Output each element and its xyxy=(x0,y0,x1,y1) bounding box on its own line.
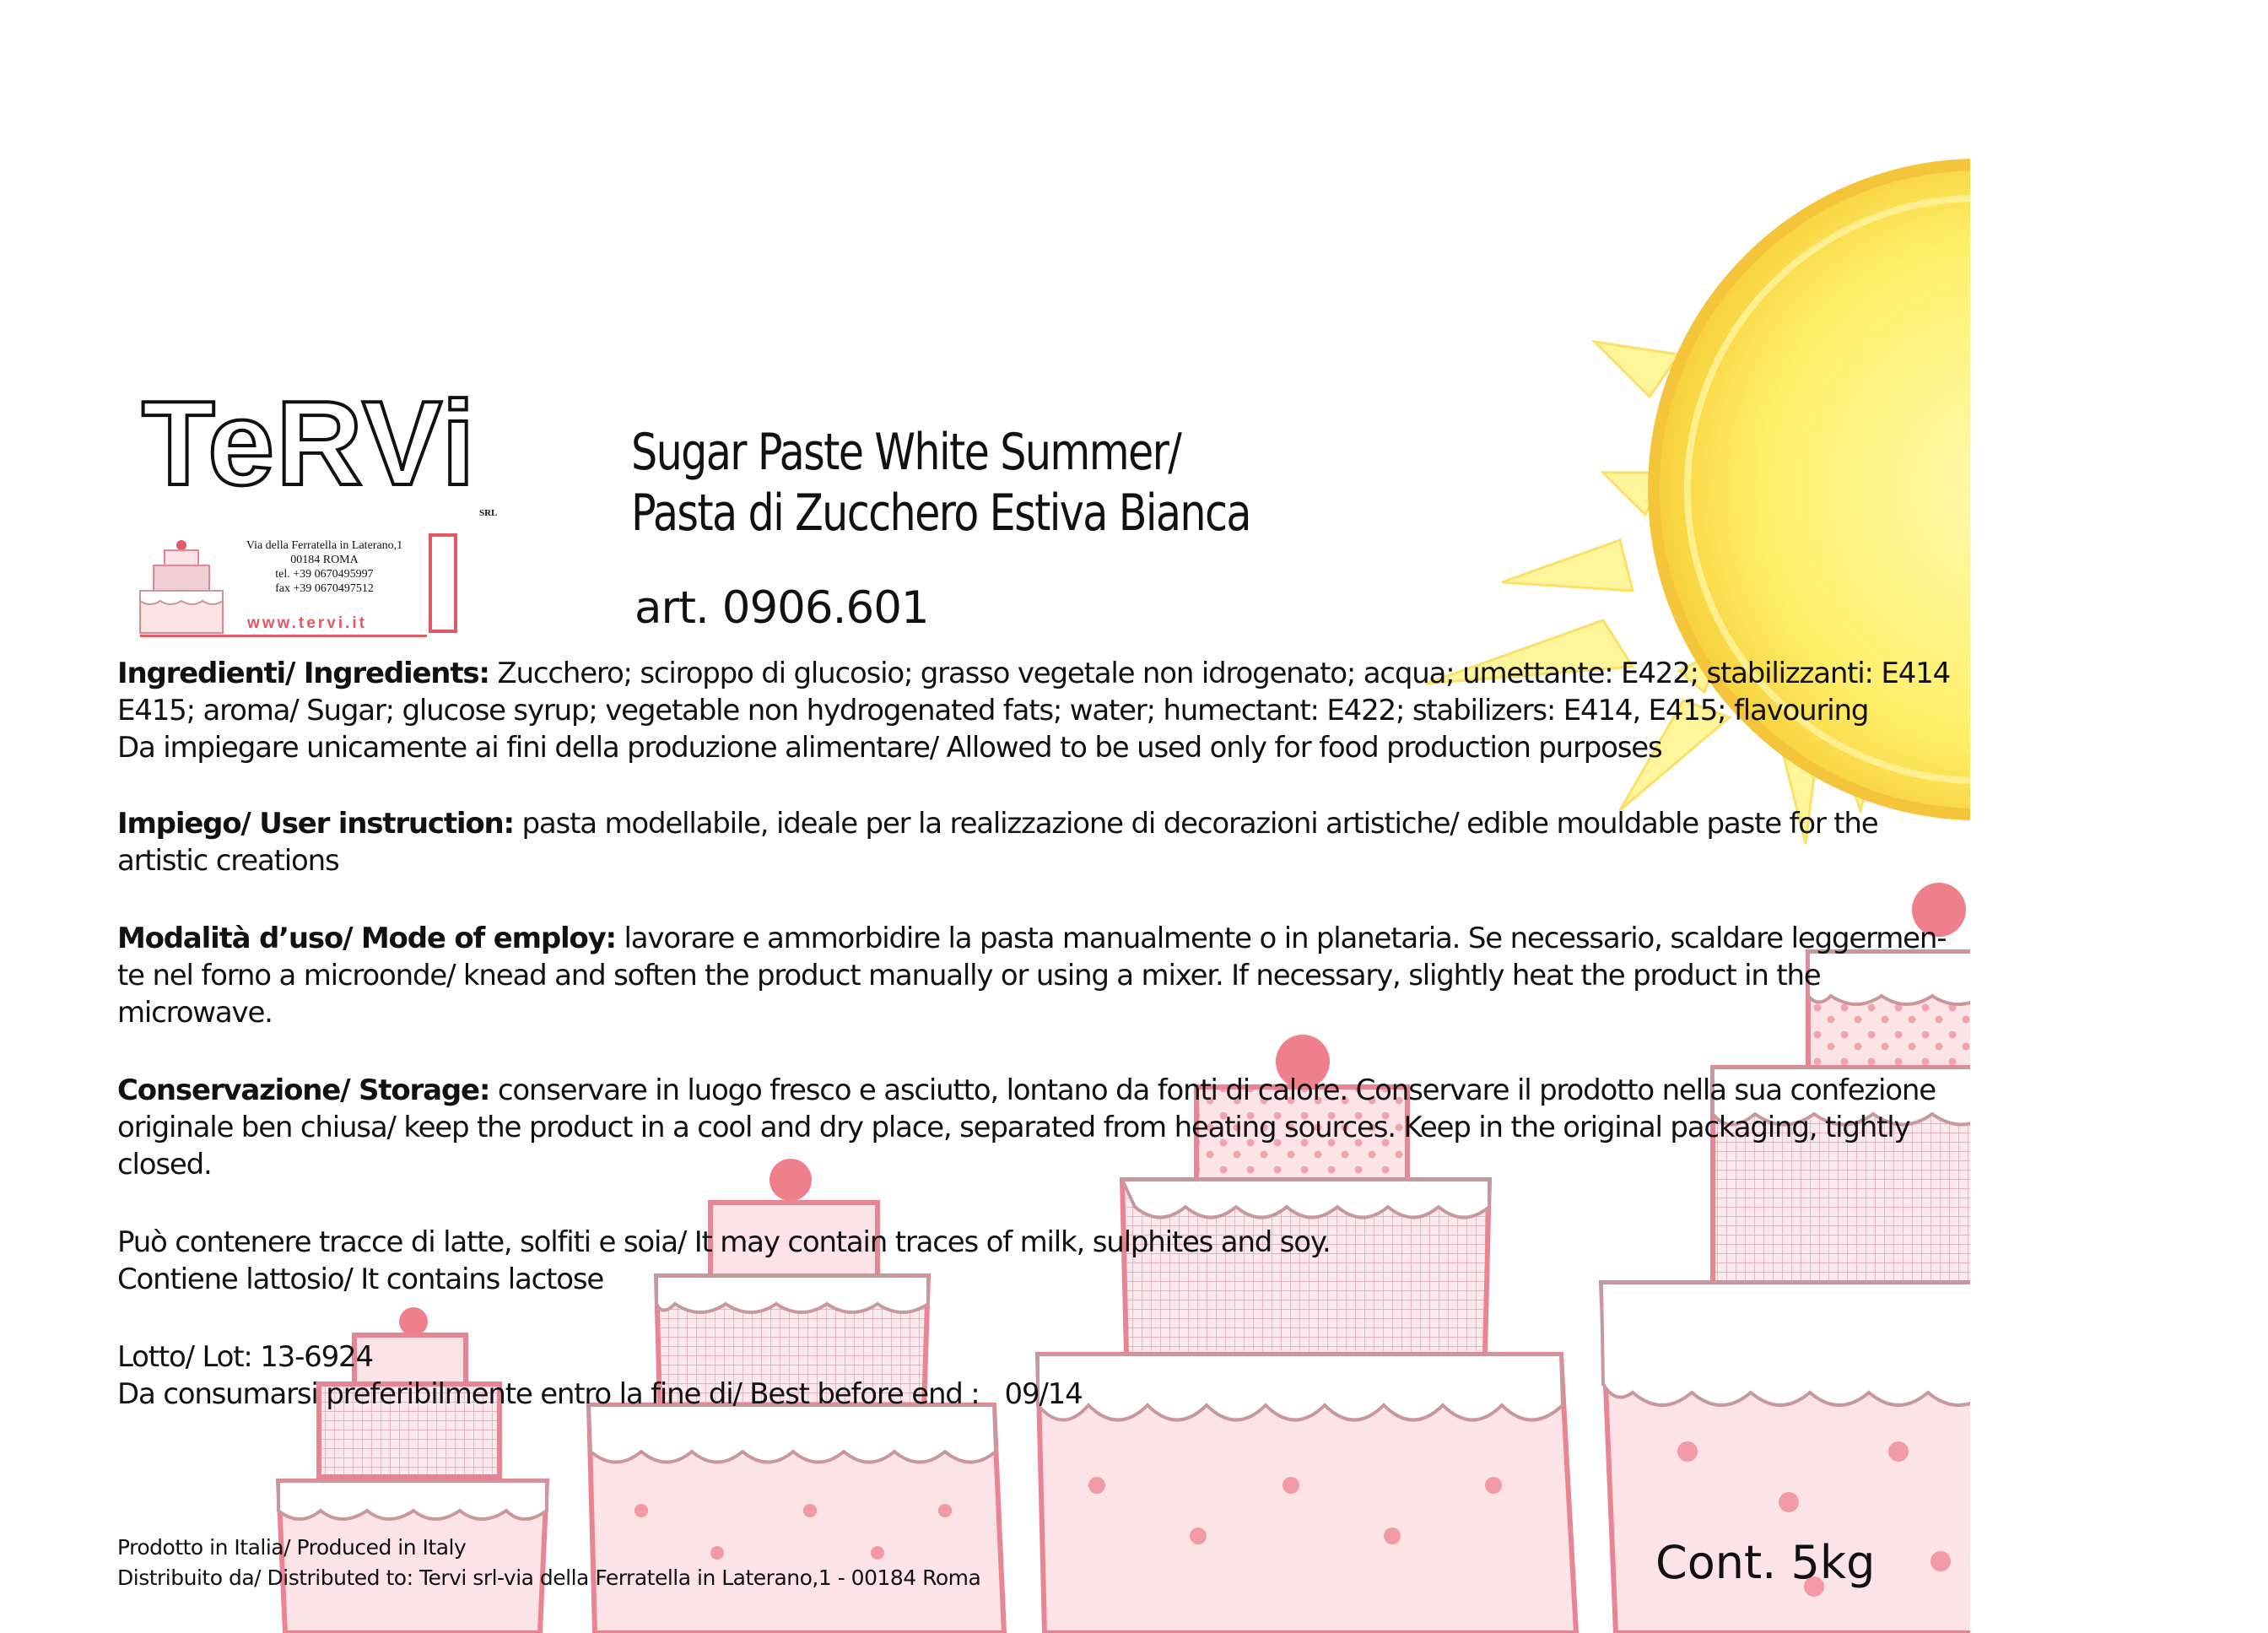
storage-line-2: originale ben chiusa/ keep the product in a cool and dry place, separated from heating sources. Keep in the original packaging, tightly xyxy=(117,1111,1910,1144)
ingredients-line-2: E415; aroma/ Sugar; glucose syrup; vegetable non hydrogenated fats; water; humectant: E422; stabilizers: E414, E415; flavouring xyxy=(117,694,1869,727)
storage-line-1: Conservazione/ Storage: conservare in luogo fresco e asciutto, lontano da fonti di calore. Conservare il prodotto nella sua confezione xyxy=(117,1073,1936,1107)
storage-line-3: closed. xyxy=(117,1148,212,1181)
article-number: art. 0906.601 xyxy=(634,582,929,634)
product-title: Sugar Paste White Summer/ Pasta di Zucchero Estiva Bianca xyxy=(631,423,1250,543)
usage-line-2: artistic creations xyxy=(117,844,339,878)
brand-bar xyxy=(429,533,457,633)
brand-wordmark: TeRVi xyxy=(142,376,477,511)
mode-line-1: Modalità d’uso/ Mode of employ: lavorare e ammorbidire la pasta manualmente o in planetaria. Se necessario, scaldare leggermen- xyxy=(117,922,1947,955)
brand-suffix: SRL xyxy=(479,508,498,518)
distributor-text: Distribuito da/ Distributed to: Tervi srl-via della Ferratella in Laterano,1 - 00184 Roma xyxy=(117,1565,981,1590)
lot-number: Lotto/ Lot: 13-6924 xyxy=(117,1340,373,1374)
ingredients-line-3: Da impiegare unicamente ai fini della produzione alimentare/ Allowed to be used only for food production purposes xyxy=(117,731,1662,765)
company-website: www.tervi.it xyxy=(247,614,367,632)
net-content: Cont. 5kg xyxy=(1655,1536,1876,1589)
company-address: Via della Ferratella in Laterano,1 00184 ROMA tel. +39 0670495997 fax +39 0670497512 xyxy=(246,539,403,595)
usage-line-1: Impiego/ User instruction: pasta modellabile, ideale per la realizzazione di decorazioni artistiche/ edible mouldable paste for the xyxy=(117,807,1878,841)
best-before: Da consumarsi preferibilmente entro la fine di/ Best before end : 09/14 xyxy=(117,1377,1083,1411)
logo-cake-icon xyxy=(135,538,228,638)
logo-divider xyxy=(140,635,427,637)
origin-text: Prodotto in Italia/ Produced in Italy xyxy=(117,1535,467,1560)
allergens-line-1: Può contenere tracce di latte, solfiti e soia/ It may contain traces of milk, sulphites and soy. xyxy=(117,1225,1331,1259)
allergens-line-2: Contiene lattosio/ It contains lactose xyxy=(117,1263,604,1296)
cake-illustration-xlarge xyxy=(1601,883,1970,1633)
ingredients-line-1: Ingredienti/ Ingredients: Zucchero; sciroppo di glucosio; grasso vegetale non idrogenato; acqua; umettante: E422; stabilizzanti: E414 xyxy=(117,657,1950,690)
mode-line-3: microwave. xyxy=(117,996,273,1030)
mode-line-2: te nel forno a microonde/ knead and soften the product manually or using a mixer. If necessary, slightly heat the product in the xyxy=(117,959,1821,992)
